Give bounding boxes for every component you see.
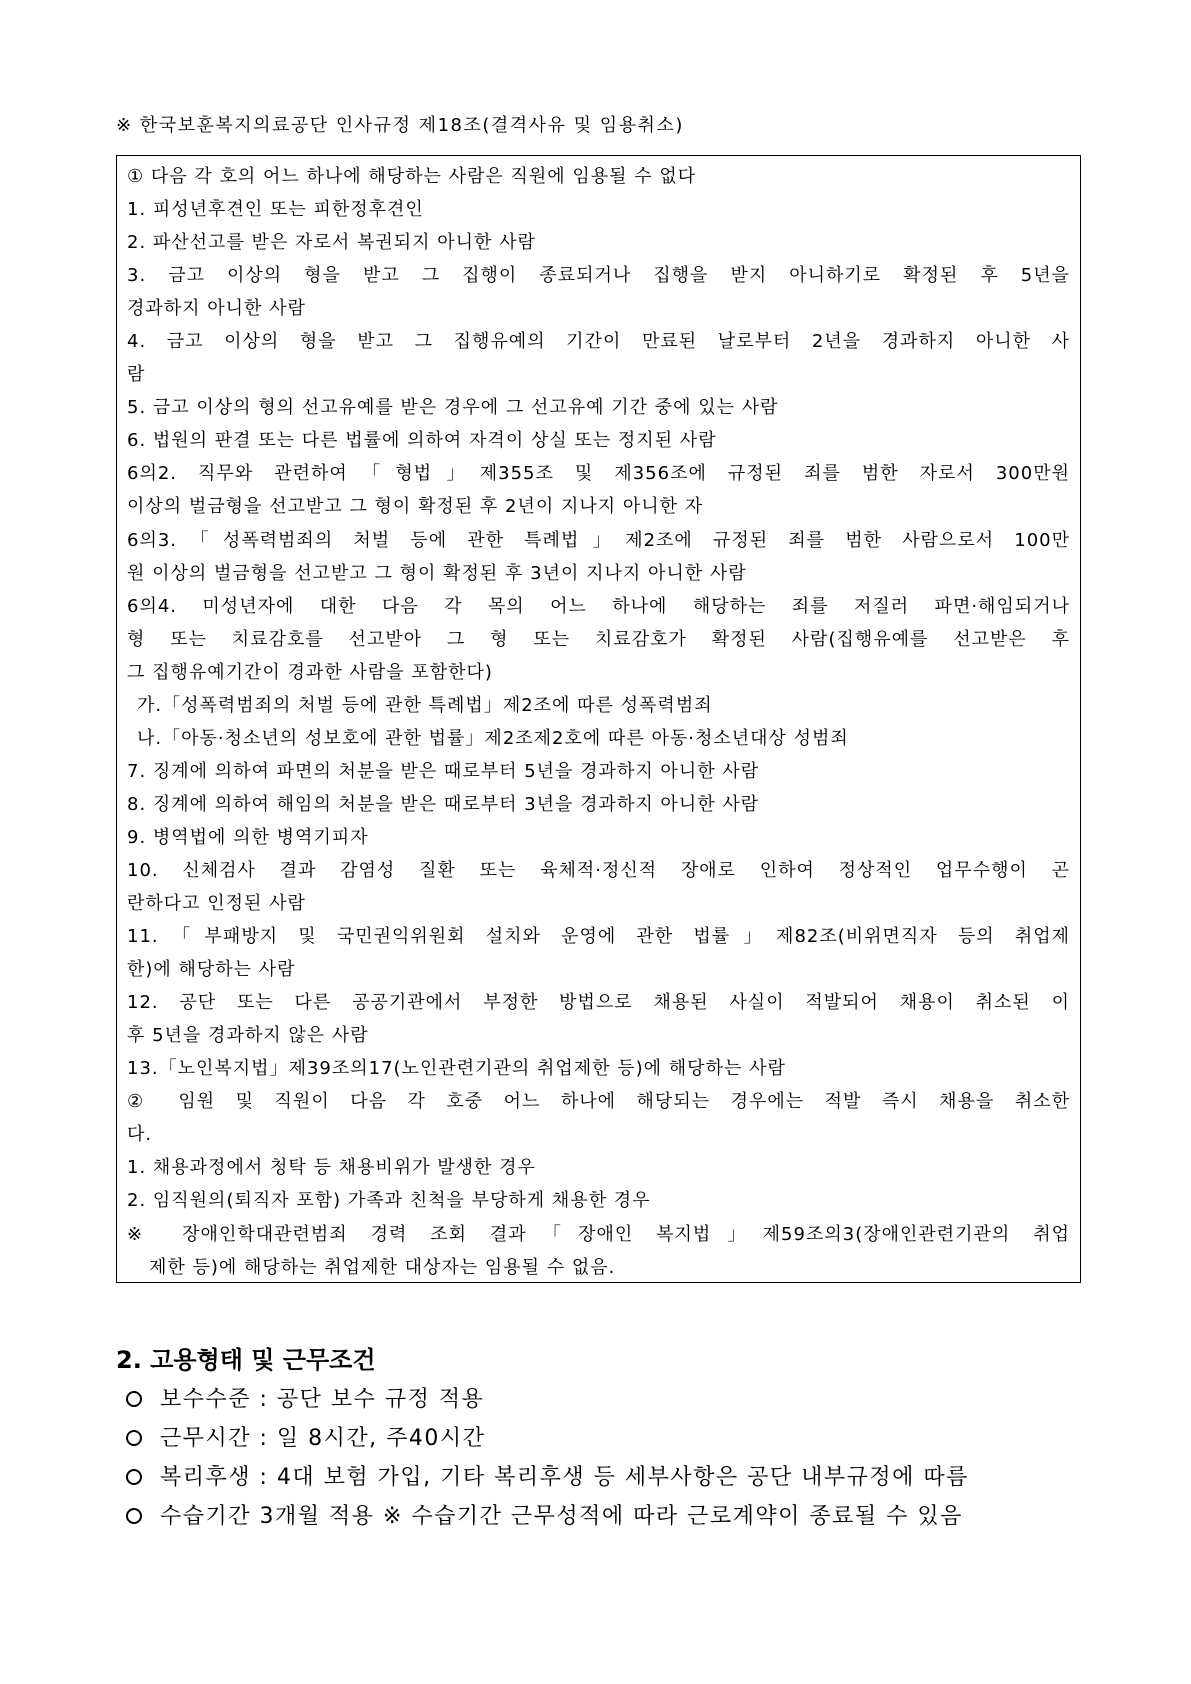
regulation-note-line: 제한 등)에 해당하는 취업제한 대상자는 임용될 수 없음. bbox=[149, 1256, 616, 1278]
regulation-line: 12. 공단 또는 다른 공공기관에서 부정한 방법으로 채용된 사실이 적발되어 채용이 취소된 이 bbox=[127, 992, 1070, 1014]
regulation-subitem: 나.「아동·청소년의 성보호에 관한 법률」제2조제2호에 따른 아동·청소년대상 성범죄 bbox=[137, 727, 849, 749]
regulation-line: 1. 피성년후견인 또는 피한정후견인 bbox=[127, 199, 424, 221]
regulation-note-title: ※ 한국보훈복지의료공단 인사규정 제18조(결격사유 및 임용취소) bbox=[116, 115, 684, 136]
regulation-line: 6의4. 미성년자에 대한 다음 각 목의 어느 하나에 해당하는 죄를 저질러 파면·해임되거나 bbox=[127, 595, 1070, 617]
regulation-line: 후 5년을 경과하지 않은 사람 bbox=[127, 1025, 369, 1047]
condition-item bbox=[116, 1380, 1081, 1419]
regulation-line: 7. 징계에 의하여 파면의 처분을 받은 때로부터 5년을 경과하지 아니한 사람 bbox=[127, 760, 760, 782]
regulation-line: 2. 임직원의(퇴직자 포함) 가족과 친척을 부당하게 채용한 경우 bbox=[127, 1190, 651, 1212]
condition-item bbox=[116, 1497, 1081, 1536]
employment-conditions-section bbox=[116, 1340, 1081, 1536]
circle-bullet-icon bbox=[126, 1469, 142, 1485]
regulation-line: 10. 신체검사 결과 감염성 질환 또는 육체적·정신적 장애로 인하여 정상적인 업무수행이 곤 bbox=[127, 859, 1070, 881]
regulation-line: 그 집행유예기간이 경과한 사람을 포함한다) bbox=[127, 661, 493, 683]
regulation-line: 1. 채용과정에서 청탁 등 채용비위가 발생한 경우 bbox=[127, 1157, 536, 1179]
regulation-subitem: 가.「성폭력범죄의 처벌 등에 관한 특례법」제2조에 따른 성폭력범죄 bbox=[137, 694, 713, 716]
regulation-line: 형 또는 치료감호를 선고받아 그 형 또는 치료감호가 확정된 사람(집행유예를 선고받은 후 bbox=[127, 628, 1070, 650]
regulation-line: 란하다고 인정된 사람 bbox=[127, 893, 306, 915]
regulation-line: 11.「부패방지 및 국민권익위원회 설치와 운영에 관한 법률」제82조(비위면직자 등의 취업제 bbox=[127, 926, 1070, 948]
regulation-line: 이상의 벌금형을 선고받고 그 형이 확정된 후 2년이 지나지 아니한 자 bbox=[127, 496, 704, 518]
regulation-box bbox=[116, 155, 1081, 1283]
regulation-line: 경과하지 아니한 사람 bbox=[127, 298, 306, 320]
condition-text: 근무시간 : 일 8시간, 주40시간 bbox=[160, 1426, 486, 1451]
regulation-line: ① 다음 각 호의 어느 하나에 해당하는 사람은 직원에 임용될 수 없다 bbox=[127, 166, 697, 187]
regulation-line: 원 이상의 벌금형을 선고받고 그 형이 확정된 후 3년이 지나지 아니한 사람 bbox=[127, 562, 747, 584]
circle-bullet-icon bbox=[126, 1391, 142, 1407]
condition-text: 수습기간 3개월 적용 ※ 수습기간 근무성적에 따라 근로계약이 종료될 수 있음 bbox=[160, 1504, 963, 1529]
regulation-line: 13.「노인복지법」제39조의17(노인관련기관의 취업제한 등)에 해당하는 사람 bbox=[127, 1058, 786, 1080]
condition-text: 보수수준 : 공단 보수 규정 적용 bbox=[160, 1387, 485, 1412]
circle-bullet-icon bbox=[126, 1508, 142, 1524]
condition-text: 복리후생 : 4대 보험 가입, 기타 복리후생 등 세부사항은 공단 내부규정에 따름 bbox=[160, 1465, 969, 1490]
regulation-note-line: ※ 장애인학대관련범죄 경력 조회 결과「장애인 복지법」제59조의3(장애인관련기관의 취업 bbox=[127, 1223, 1070, 1245]
regulation-line: ② 임원 및 직원이 다음 각 호중 어느 하나에 해당되는 경우에는 적발 즉시 채용을 취소한 bbox=[127, 1091, 1070, 1113]
section-heading: 2. 고용형태 및 근무조건 bbox=[116, 1346, 376, 1374]
regulation-line: 3. 금고 이상의 형을 받고 그 집행이 종료되거나 집행을 받지 아니하기로 확정된 후 5년을 bbox=[127, 265, 1070, 287]
regulation-line: 6. 법원의 판결 또는 다른 법률에 의하여 자격이 상실 또는 정지된 사람 bbox=[127, 430, 717, 452]
regulation-line: 6의2. 직무와 관련하여「형법」제355조 및 제356조에 규정된 죄를 범한 자로서 300만원 bbox=[127, 463, 1070, 485]
regulation-line: 6의3.「성폭력범죄의 처벌 등에 관한 특례법」제2조에 규정된 죄를 범한 사람으로서 100만 bbox=[127, 529, 1070, 551]
regulation-line: 5. 금고 이상의 형의 선고유예를 받은 경우에 그 선고유예 기간 중에 있는 사람 bbox=[127, 397, 779, 419]
condition-item bbox=[116, 1458, 1081, 1497]
circle-bullet-icon bbox=[126, 1430, 142, 1446]
regulation-line: 2. 파산선고를 받은 자로서 복권되지 아니한 사람 bbox=[127, 232, 536, 254]
regulation-line: 9. 병역법에 의한 병역기피자 bbox=[127, 826, 369, 848]
regulation-line: 8. 징계에 의하여 해임의 처분을 받은 때로부터 3년을 경과하지 아니한 사람 bbox=[127, 793, 760, 815]
condition-item bbox=[116, 1419, 1081, 1458]
regulation-line: 람 bbox=[127, 364, 146, 386]
regulation-line: 한)에 해당하는 사람 bbox=[127, 959, 296, 981]
regulation-line: 다. bbox=[127, 1124, 153, 1146]
regulation-line: 4. 금고 이상의 형을 받고 그 집행유예의 기간이 만료된 날로부터 2년을 경과하지 아니한 사 bbox=[127, 331, 1070, 353]
